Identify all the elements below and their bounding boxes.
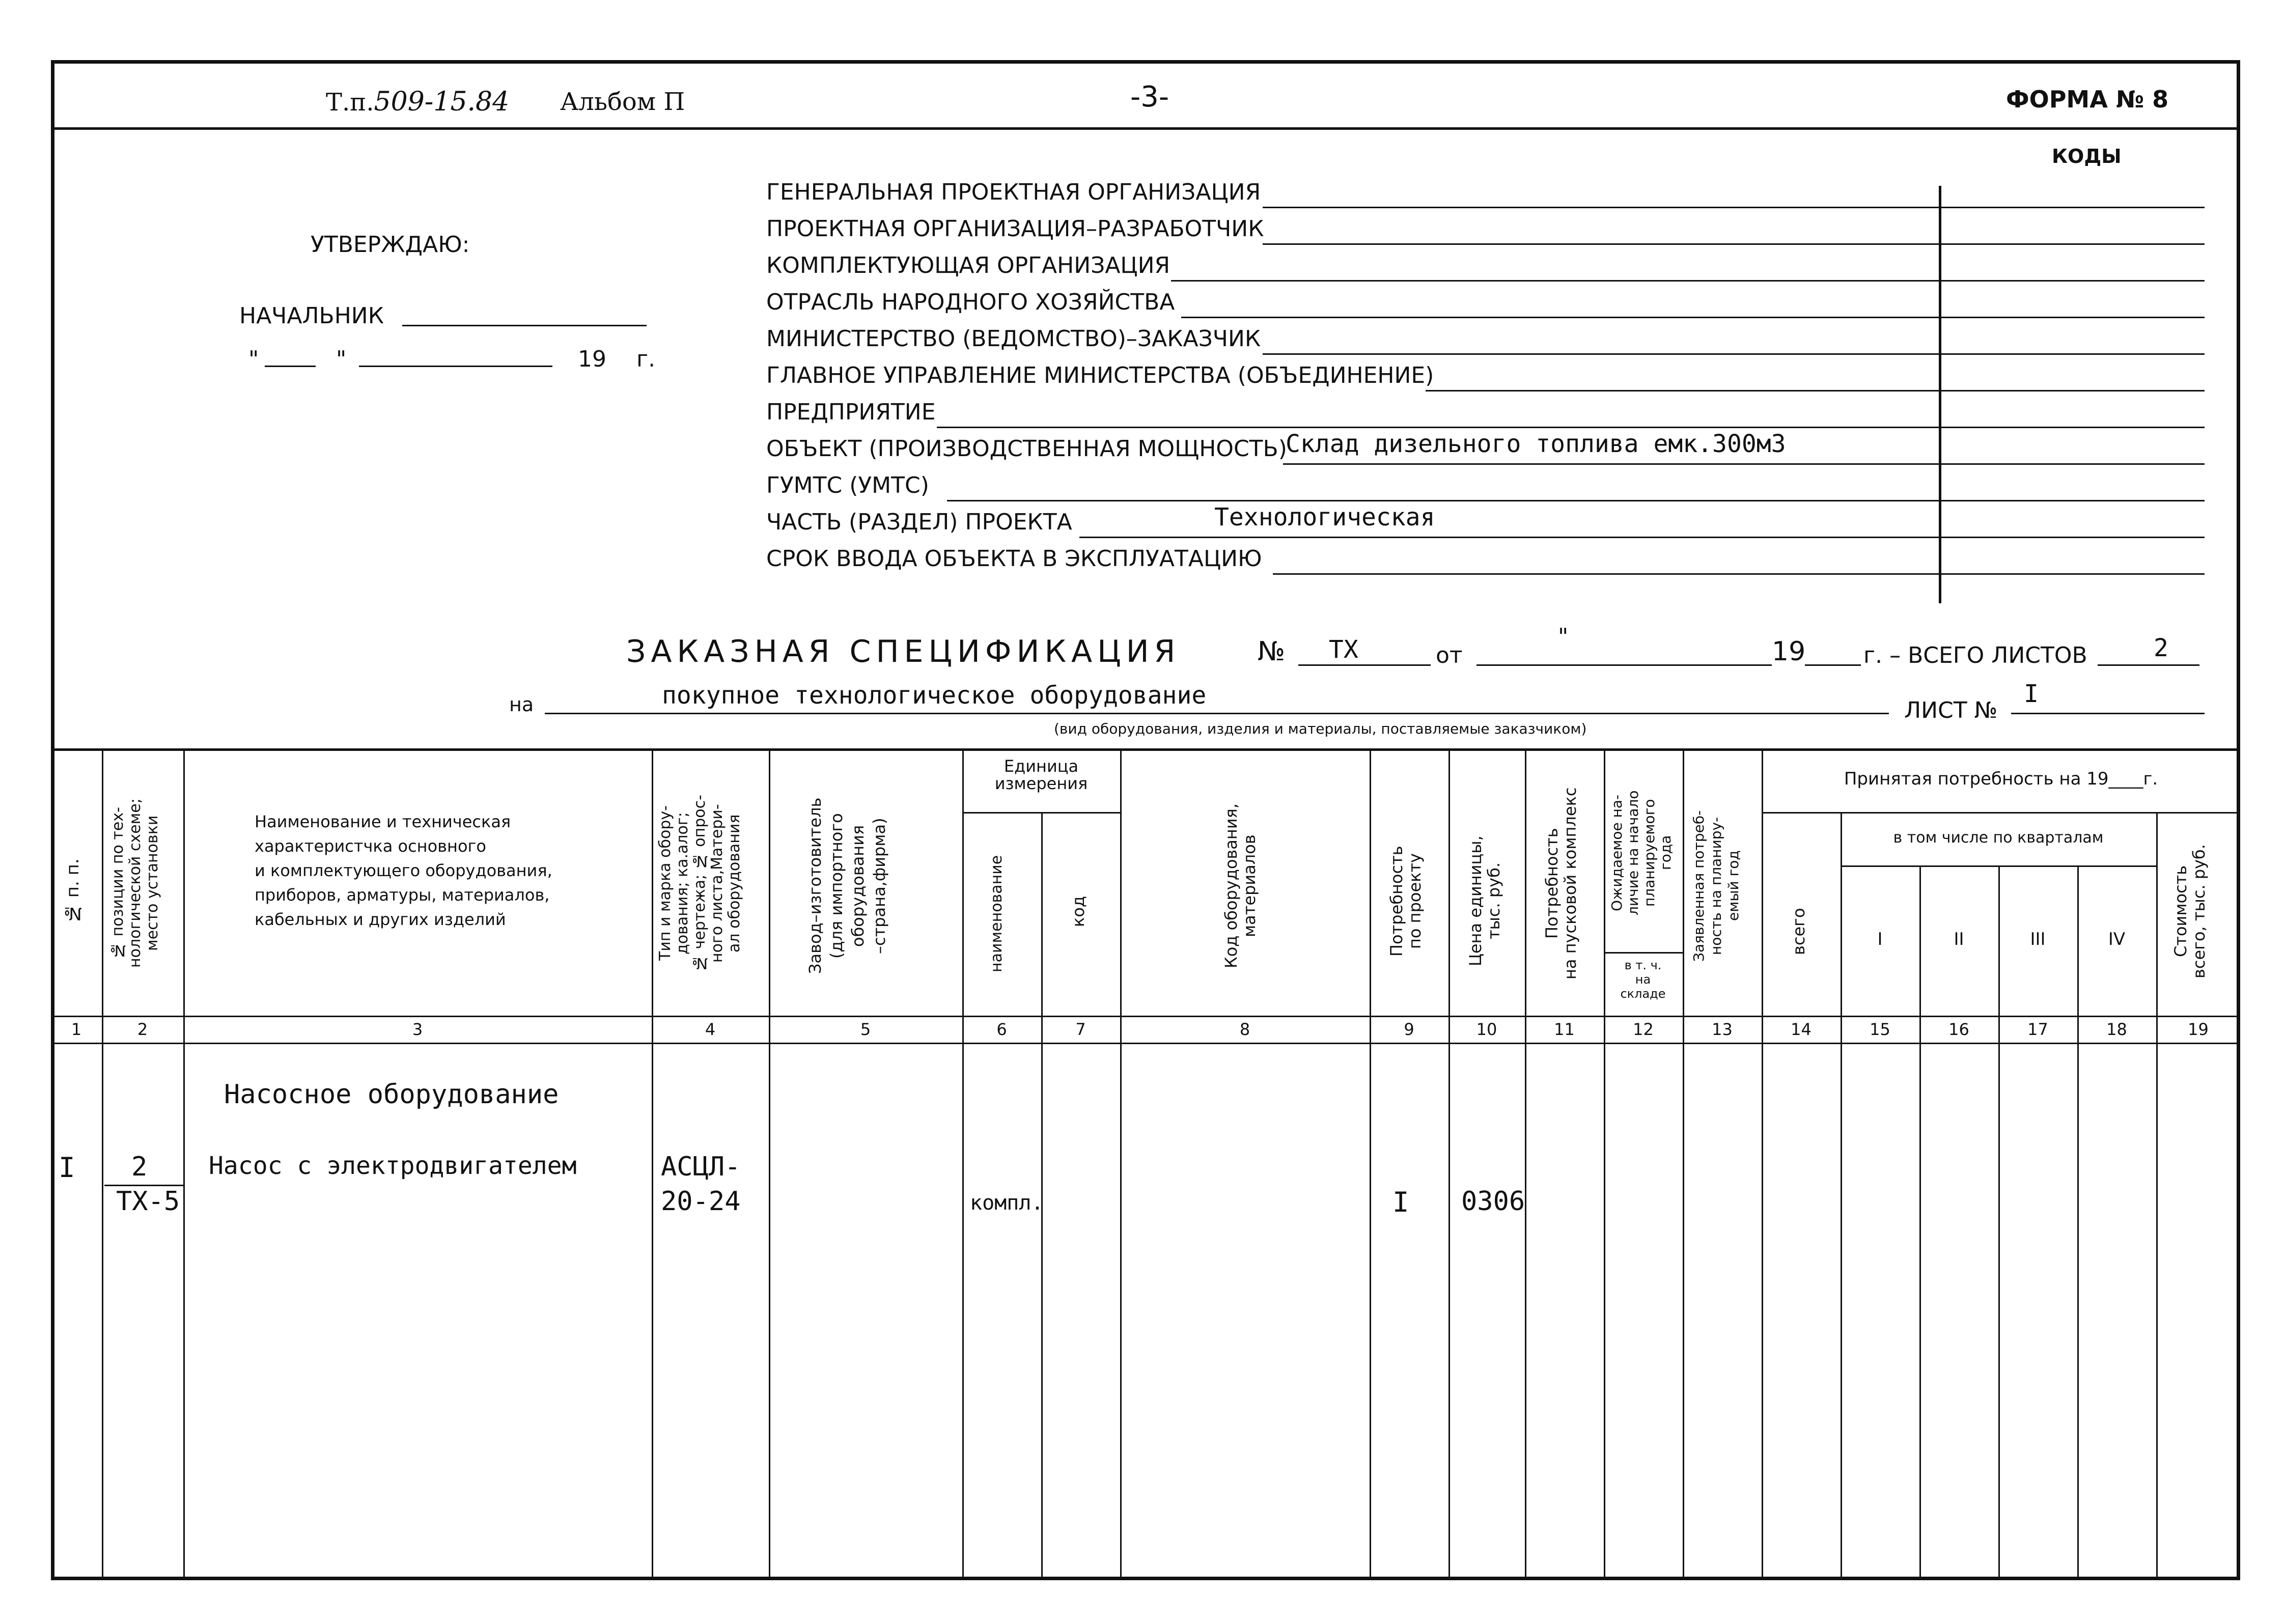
colnum: 19 (2188, 1020, 2209, 1039)
page-number: -3- (1130, 80, 1169, 114)
spec-date-underline (1476, 664, 1772, 666)
table-header-bottom (51, 1016, 2240, 1017)
header-c11: Потребность на пусковой комплекс (1542, 787, 1580, 979)
spec-title: ЗАКАЗНАЯ СПЕЦИФИКАЦИЯ (626, 634, 1181, 669)
colnum: 14 (1791, 1020, 1812, 1039)
col-line (1370, 748, 1371, 1580)
stock-subline (1604, 952, 1683, 954)
header-c10: Цена единицы, тыс. руб. (1466, 835, 1503, 967)
chief-label: НАЧАЛЬНИК (239, 303, 384, 329)
colnum: 18 (2106, 1020, 2127, 1039)
org-field-value: Технологическая (1214, 503, 1435, 531)
spec-on-value: покупное технологическое оборудование (662, 681, 1207, 710)
approval-quote-mid: " (336, 346, 347, 372)
org-underline (947, 500, 2205, 501)
row-position: 2 (131, 1152, 148, 1182)
org-field-label: ПРЕДПРИЯТИЕ (766, 399, 936, 425)
col-line (1448, 748, 1450, 1580)
col-line (652, 748, 653, 1580)
org-field-label: ЧАСТЬ (РАЗДЕЛ) ПРОЕКТА (766, 509, 1072, 535)
org-field (766, 179, 2207, 215)
header-c7: код (1069, 895, 1088, 927)
form-number: ФОРМА № 8 (2006, 86, 2169, 113)
spec-year-prefix: 19 (1772, 636, 1806, 667)
row-name: Насос с электродвигателем (209, 1152, 577, 1180)
table-top-border (51, 748, 2240, 751)
approve-label: УТВЕРЖДАЮ: (311, 232, 470, 258)
row-qty: I (1392, 1186, 1409, 1218)
header-c15: I (1877, 929, 1883, 949)
header-c6: наименование (988, 855, 1006, 973)
org-field-label: ОБЪЕКТ (ПРОИЗВОДСТВЕННАЯ МОЩНОСТЬ) (766, 436, 1287, 462)
col-line (102, 748, 103, 1580)
colnum: 8 (1239, 1020, 1250, 1039)
org-underline (1171, 280, 2205, 282)
colnum: 5 (860, 1020, 871, 1039)
org-underline (1079, 537, 2205, 538)
org-field (766, 546, 2207, 581)
spec-on-caption: (вид оборудования, изделия и материалы, поставляемые заказчиком) (1054, 720, 1587, 737)
colnum: 4 (705, 1020, 716, 1039)
spec-sheet-underline (2011, 713, 2205, 714)
org-field-label: ГУМТС (УМТС) (766, 472, 929, 498)
approval-quote-open: " (248, 346, 259, 372)
org-field (766, 503, 2207, 545)
org-field (766, 326, 2207, 361)
col-line (2156, 812, 2158, 1580)
colnum: 11 (1554, 1020, 1575, 1039)
colnum: 3 (412, 1020, 423, 1039)
org-underline (1273, 573, 2205, 575)
spec-total-sheets: 2 (2154, 634, 2168, 662)
header-need-group: Принятая потребность на 19____г. (1844, 769, 2158, 789)
org-field-label: ГЕНЕРАЛЬНАЯ ПРОЕКТНАЯ ОРГАНИЗАЦИЯ (766, 179, 1261, 205)
unit-group-line (962, 812, 1120, 814)
header-c19: Стоимость всего, тыс. руб. (2171, 844, 2209, 978)
row-unit: компл. (970, 1191, 1044, 1215)
org-field (766, 289, 2207, 325)
colnum: 13 (1712, 1020, 1733, 1039)
colnum: 17 (2027, 1020, 2048, 1039)
colnum: 9 (1404, 1020, 1414, 1039)
colnum: 15 (1870, 1020, 1890, 1039)
org-field (766, 430, 2207, 471)
org-underline (1263, 353, 2205, 355)
header-c13: Заявленная потреб- ность на планиру- емый год (1690, 810, 1742, 962)
header-c12b: в т. ч. на складе (1620, 958, 1666, 1001)
header-c2: № позиции по тех- нологической схеме; место установки (109, 798, 161, 968)
header-c16: II (1954, 929, 1964, 949)
colnum: 12 (1633, 1020, 1654, 1039)
row-item-no: I (59, 1152, 75, 1184)
header-c18: IV (2108, 929, 2126, 949)
row-position-scheme: ТХ-5 (116, 1186, 180, 1217)
org-field-label: МИНИСТЕРСТВО (ВЕДОМСТВО)–ЗАКАЗЧИК (766, 326, 1261, 352)
org-underline (1263, 243, 2205, 245)
header-c12: Ожидаемое на- личие на начало планируемого года (1608, 790, 1674, 915)
spec-sheet-label: ЛИСТ № (1904, 697, 1998, 723)
codes-label: КОДЫ (2052, 145, 2122, 167)
col-line (1683, 748, 1684, 1580)
quarter-group-line (1841, 865, 2156, 867)
colnum: 10 (1476, 1020, 1497, 1039)
spec-total-underline (2098, 664, 2199, 666)
col-line (183, 748, 185, 1580)
spec-on-underline (545, 713, 1889, 714)
spec-sheet-value: I (2024, 680, 2039, 708)
org-underline (937, 427, 2205, 428)
row-type-line1: АСЦЛ- (661, 1152, 741, 1182)
header-c3: Наименование и техническая характеристчка основного и комплектующего оборудования, приборов, арматуры, материалов, кабельных и других изделий (255, 812, 552, 929)
spec-from-label: от (1436, 642, 1463, 668)
col-line (1998, 865, 2000, 1580)
spec-no-underline (1298, 664, 1431, 666)
row-type-line2: 20-24 (661, 1186, 741, 1217)
colnum: 2 (137, 1020, 148, 1039)
org-field (766, 253, 2207, 288)
spec-on-label: на (509, 693, 534, 716)
org-field (766, 472, 2207, 508)
org-underline (1426, 390, 2205, 391)
org-field-value: Склад дизельного топлива емк.300м3 (1286, 430, 1786, 458)
header-c1: № п. п. (63, 858, 83, 923)
header-c8: Код оборудования, материалов (1221, 803, 1259, 969)
header-c17: III (2030, 929, 2046, 949)
col-line (1841, 812, 1842, 1580)
org-field (766, 362, 2207, 398)
header-c14: всего (1789, 908, 1808, 956)
approval-month-line (359, 366, 552, 367)
header-divider (51, 127, 2240, 130)
header-quarter-group: в том числе по кварталам (1893, 829, 2104, 847)
col-line (962, 748, 964, 1580)
chief-signature-line (402, 325, 647, 326)
spec-date-quote: " (1558, 624, 1569, 650)
org-underline (1263, 207, 2205, 208)
colnum: 7 (1075, 1020, 1086, 1039)
table-colnum-bottom (51, 1043, 2240, 1044)
approval-year-suffix: г. (636, 346, 656, 372)
col-line (1919, 865, 1921, 1580)
approval-year-prefix: 19 (578, 346, 606, 372)
album-label: Альбом П (560, 88, 685, 116)
org-field-label: ГЛАВНОЕ УПРАВЛЕНИЕ МИНИСТЕРСТВА (ОБЪЕДИНЕНИЕ) (766, 362, 1434, 388)
colnum: 16 (1948, 1020, 1969, 1039)
header-unit-group: Единица измерения (994, 757, 1088, 793)
org-underline (1283, 463, 2205, 465)
col-line (1120, 748, 1122, 1580)
colnum: 6 (996, 1020, 1007, 1039)
spec-no-label: № (1258, 636, 1286, 667)
row-price: 0306 (1461, 1186, 1525, 1217)
colnum: 1 (71, 1020, 82, 1039)
org-field-label: КОМПЛЕКТУЮЩАЯ ОРГАНИЗАЦИЯ (766, 253, 1171, 278)
col-line (1525, 748, 1526, 1580)
org-field-label: СРОК ВВОДА ОБЪЕКТА В ЭКСПЛУАТАЦИЮ (766, 546, 1262, 572)
spec-no-value: ТХ (1329, 635, 1358, 664)
need-group-line (1762, 812, 2240, 814)
org-field-label: ОТРАСЛЬ НАРОДНОГО ХОЗЯЙСТВА (766, 289, 1175, 315)
col-line (1762, 748, 1763, 1580)
header-c9: Потребность по проекту (1387, 846, 1425, 957)
approval-day-line (265, 366, 316, 367)
section-title: Насосное оборудование (224, 1079, 559, 1110)
col-line (2077, 865, 2079, 1580)
header-c5: Завод–изготовитель (для импортного оборудования –страна,фирма) (805, 797, 889, 974)
spec-year-underline (1805, 664, 1861, 666)
org-field-label: ПРОЕКТНАЯ ОРГАНИЗАЦИЯ–РАЗРАБОТЧИК (766, 216, 1264, 242)
org-field (766, 216, 2207, 251)
col-line (1604, 748, 1605, 1580)
spec-year-suffix: г. – ВСЕГО ЛИСТОВ (1863, 642, 2087, 668)
col-line (769, 748, 770, 1580)
tp-reference: Т.п.509-15.84 (326, 87, 510, 117)
org-underline (1181, 317, 2205, 318)
header-c4: Тип и марка обору- дования; ка.алог; № чертежа; № опрос- ного листа,Матери- ал оборудования (656, 795, 743, 972)
